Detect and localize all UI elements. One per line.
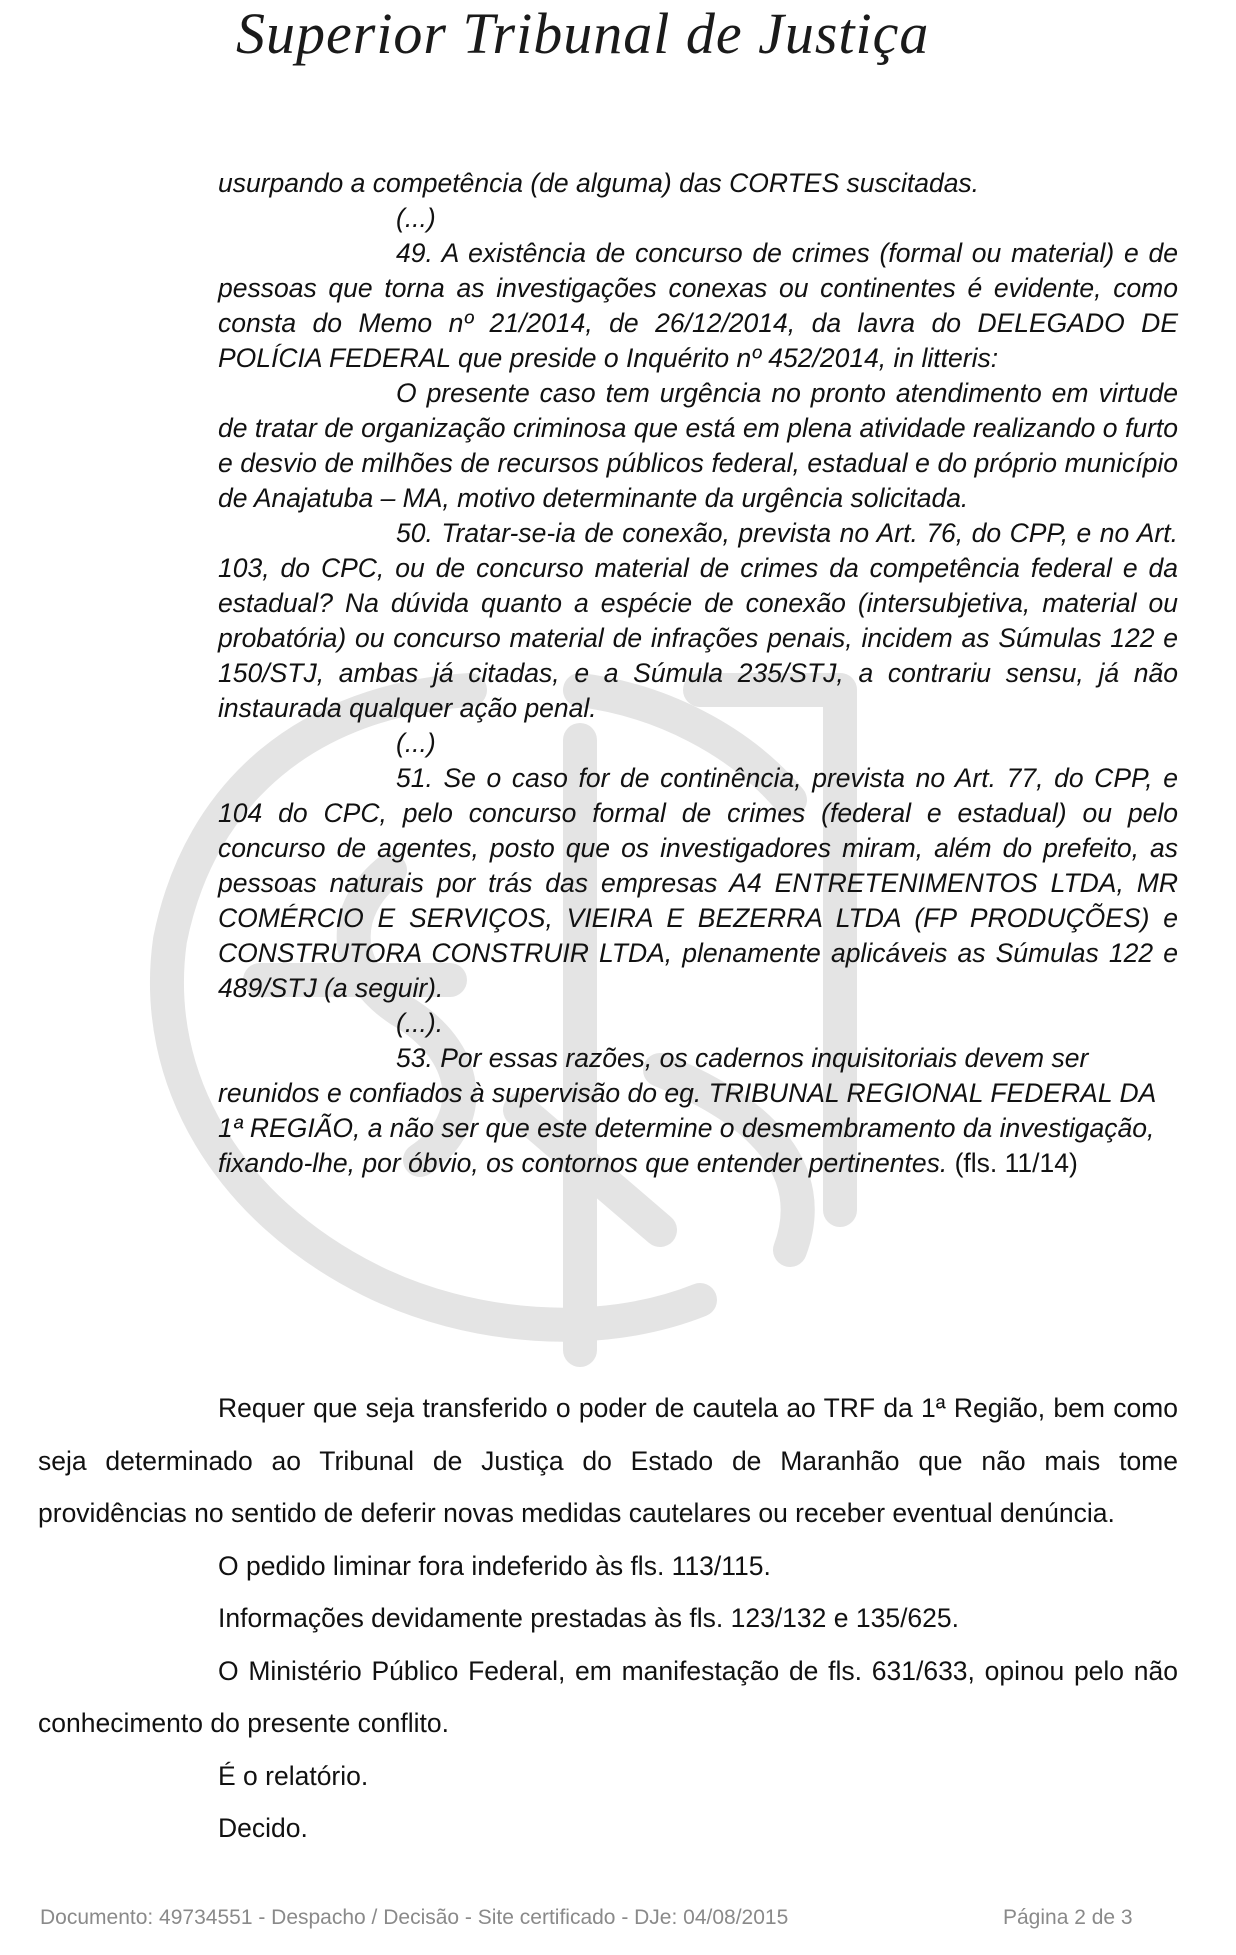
body-paragraph-mpf-opinion: O Ministério Público Federal, em manifestação de fls. 631/633, opinou pelo não conhecimento do presente conflito. — [38, 1655, 1178, 1738]
quote-paragraph-53 — [218, 1041, 1178, 1181]
court-name-header: Superior Tribunal de Justiça — [236, 1, 930, 66]
quote-paragraph-53-text: 53. Por essas razões, os cadernos inquisitoriais devem ser reunidos e confiados à supervisão do eg. TRIBUNAL REGIONAL FEDERAL DA 1ª REGIÃO, a não ser que este determine o desmembramento da investigação, fixando-lhe, por óbvio, os contornos que entender pertinentes. — [218, 1043, 1156, 1178]
body-paragraph-request: Requer que seja transferido o poder de cautela ao TRF da 1ª Região, bem como seja determinado ao Tribunal de Justiça do Estado de Maranhão que não mais tome providências no sentido de deferir novas medidas cautelares ou receber eventual denúncia. — [38, 1393, 1178, 1528]
quote-paragraph-51: 51. Se o caso for de continência, prevista no Art. 77, do CPP, e 104 do CPC, pelo concurso formal de crimes (federal e estadual) ou pelo concurso de agentes, posto que os investigadores miram, além do prefeito, as pessoas naturais por trás das empresas A4 ENTRETENIMENTOS LTDA, MR COMÉRCIO E SERVIÇOS, VIEIRA E BEZERRA LTDA (FP PRODUÇÕES) e CONSTRUTORA CONSTRUIR LTDA, plenamente aplicáveis as Súmulas 122 e 489/STJ (a seguir). — [218, 763, 1178, 1003]
quote-paragraph: usurpando a competência (de alguma) das CORTES suscitadas. — [218, 168, 980, 198]
footer-page-number: Página 2 de 3 — [1003, 1906, 1133, 1929]
quote-paragraph-49: 49. A existência de concurso de crimes (formal ou material) e de pessoas que torna as investigações conexas ou continentes é evidente, como consta do Memo nº 21/2014, de 26/12/2014, da lavra do DELEGADO DE POLÍCIA FEDERAL que preside o Inquérito nº 452/2014, in litteris: — [218, 238, 1178, 373]
body-paragraph-decide: Decido. — [218, 1813, 308, 1843]
decision-body — [0, 1382, 1178, 1855]
quote-source-reference: (fls. 11/14) — [954, 1148, 1078, 1178]
quote-paragraph-50: 50. Tratar-se-ia de conexão, prevista no Art. 76, do CPP, e no Art. 103, do CPC, ou de concurso material de crimes da competência federal e da estadual? Na dúvida quanto a espécie de conexão (intersubjetiva, material ou probatória) ou concurso material de infrações penais, incidem as Súmulas 122 e 150/STJ, ambas já citadas, e a Súmula 235/STJ, a contrariu sensu, já não instaurada qualquer ação penal. — [218, 518, 1178, 723]
body-paragraph-report: É o relatório. — [218, 1760, 369, 1791]
quote-ellipsis: (...). — [396, 1008, 444, 1038]
body-paragraph-injunction: O pedido liminar fora indeferido às fls. 113/115. — [218, 1550, 771, 1581]
quoted-excerpt — [0, 166, 1178, 1181]
body-paragraph-information: Informações devidamente prestadas às fls. 123/132 e 135/625. — [218, 1603, 960, 1633]
footer-document-info: Documento: 49734551 - Despacho / Decisão - Site certificado - DJe: 04/08/2015 — [40, 1906, 789, 1929]
quote-ellipsis: (...) — [396, 203, 436, 233]
quote-ellipsis: (...) — [396, 728, 436, 758]
quote-nested-citation: O presente caso tem urgência no pronto atendimento em virtude de tratar de organização criminosa que está em plena atividade realizando o furto e desvio de milhões de recursos públicos federal, estadual e do próprio município de Anajatuba – MA, motivo determinante da urgência solicitada. — [218, 378, 1178, 513]
